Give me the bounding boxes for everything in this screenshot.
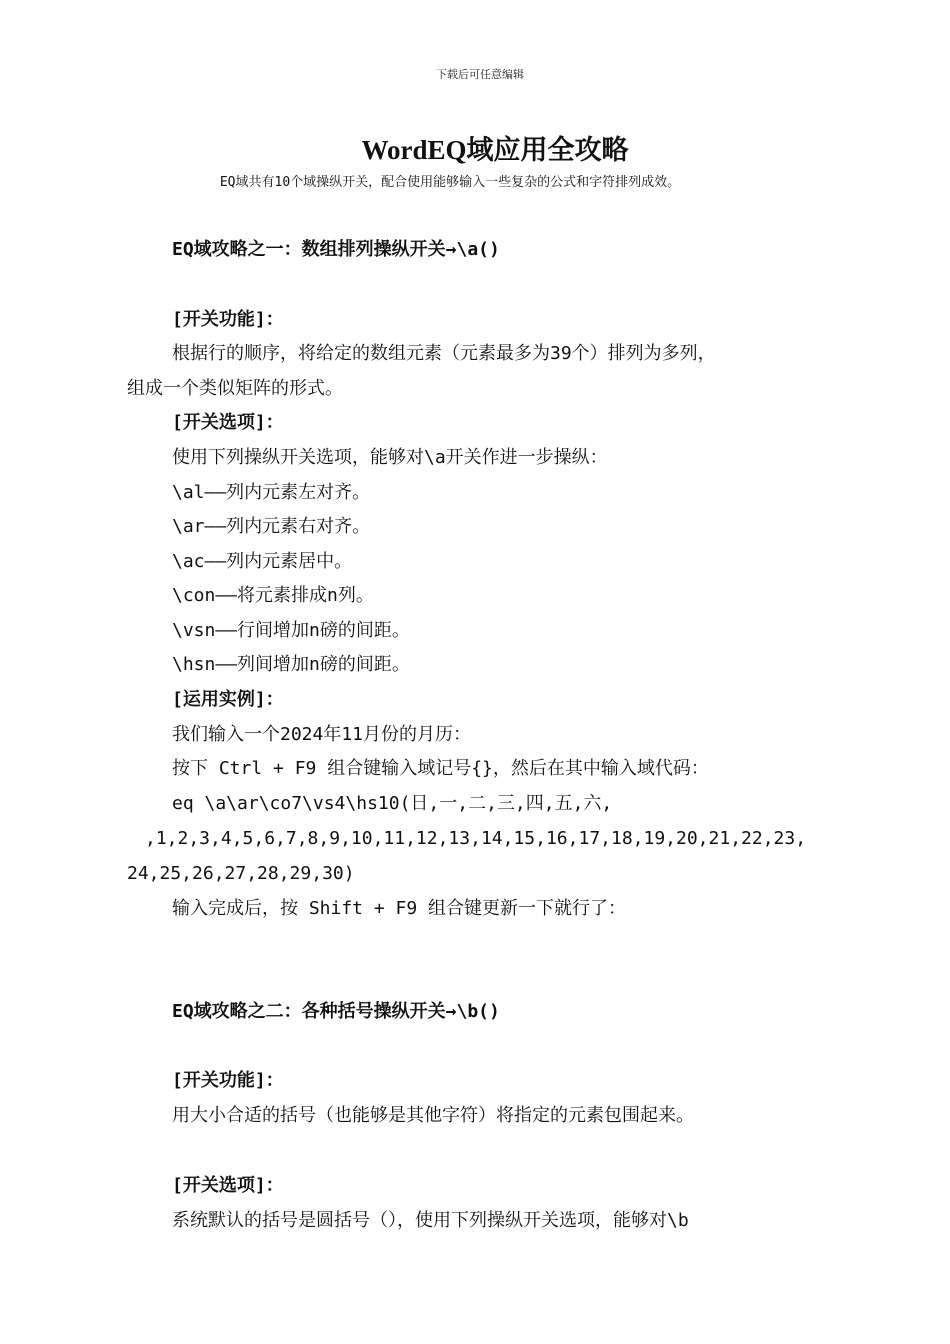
section1-function-text-1: 根据行的顺序，将给定的数组元素（元素最多为39个）排列为多列， (172, 343, 716, 364)
section1-heading: EQ域攻略之一：数组排列操纵开关→\a() (172, 239, 500, 260)
section1-function-label: [开关功能]： (172, 309, 284, 330)
field-code-line-1: eq \a\ar\co7\vs4\hs10(日,一,二,三,四,五,六, (172, 793, 613, 814)
section1-example-1: 我们输入一个2024年11月份的月历： (172, 724, 472, 745)
section1-function-text-2: 组成一个类似矩阵的形式。 (127, 378, 343, 399)
section1-example-label: [运用实例]： (172, 689, 284, 710)
page-header: 下载后可任意编辑 (436, 68, 524, 81)
section2-options-intro: 系统默认的括号是圆括号（），使用下列操纵开关选项，能够对\b (172, 1210, 689, 1231)
section1-options-intro: 使用下列操纵开关选项，能够对\a开关作进一步操纵： (172, 447, 608, 468)
section2-function-text: 用大小合适的括号（也能够是其他字符）将指定的元素包围起来。 (172, 1105, 694, 1126)
intro-paragraph: EQ域共有10个域操纵开关，配合使用能够输入一些复杂的公式和字符排列成效。 (219, 175, 681, 190)
option-item: \con——将元素排成n列。 (172, 585, 374, 606)
section1-example-2: 按下 Ctrl + F9 组合键输入域记号{}，然后在其中输入域代码： (172, 758, 709, 779)
section1-example-3: 输入完成后，按 Shift + F9 组合键更新一下就行了： (172, 898, 627, 919)
section2-function-label: [开关功能]： (172, 1070, 284, 1091)
section2-heading: EQ域攻略之二：各种括号操纵开关→\b() (172, 1001, 500, 1022)
field-code-line-2: ,1,2,3,4,5,6,7,8,9,10,11,12,13,14,15,16,17,18,19,20,21,22,23, (145, 828, 807, 849)
option-item: \al——列内元素左对齐。 (172, 482, 371, 503)
section1-options-label: [开关选项]： (172, 412, 284, 433)
option-item: \ar——列内元素右对齐。 (172, 516, 371, 537)
option-item: \vsn——行间增加n磅的间距。 (172, 620, 410, 641)
field-code-line-3: 24,25,26,27,28,29,30) (127, 863, 355, 884)
option-item: \hsn——列间增加n磅的间距。 (172, 654, 410, 675)
option-item: \ac——列内元素居中。 (172, 551, 353, 572)
section2-options-label: [开关选项]： (172, 1175, 284, 1196)
document-title: WordEQ域应用全攻略 (361, 135, 629, 165)
